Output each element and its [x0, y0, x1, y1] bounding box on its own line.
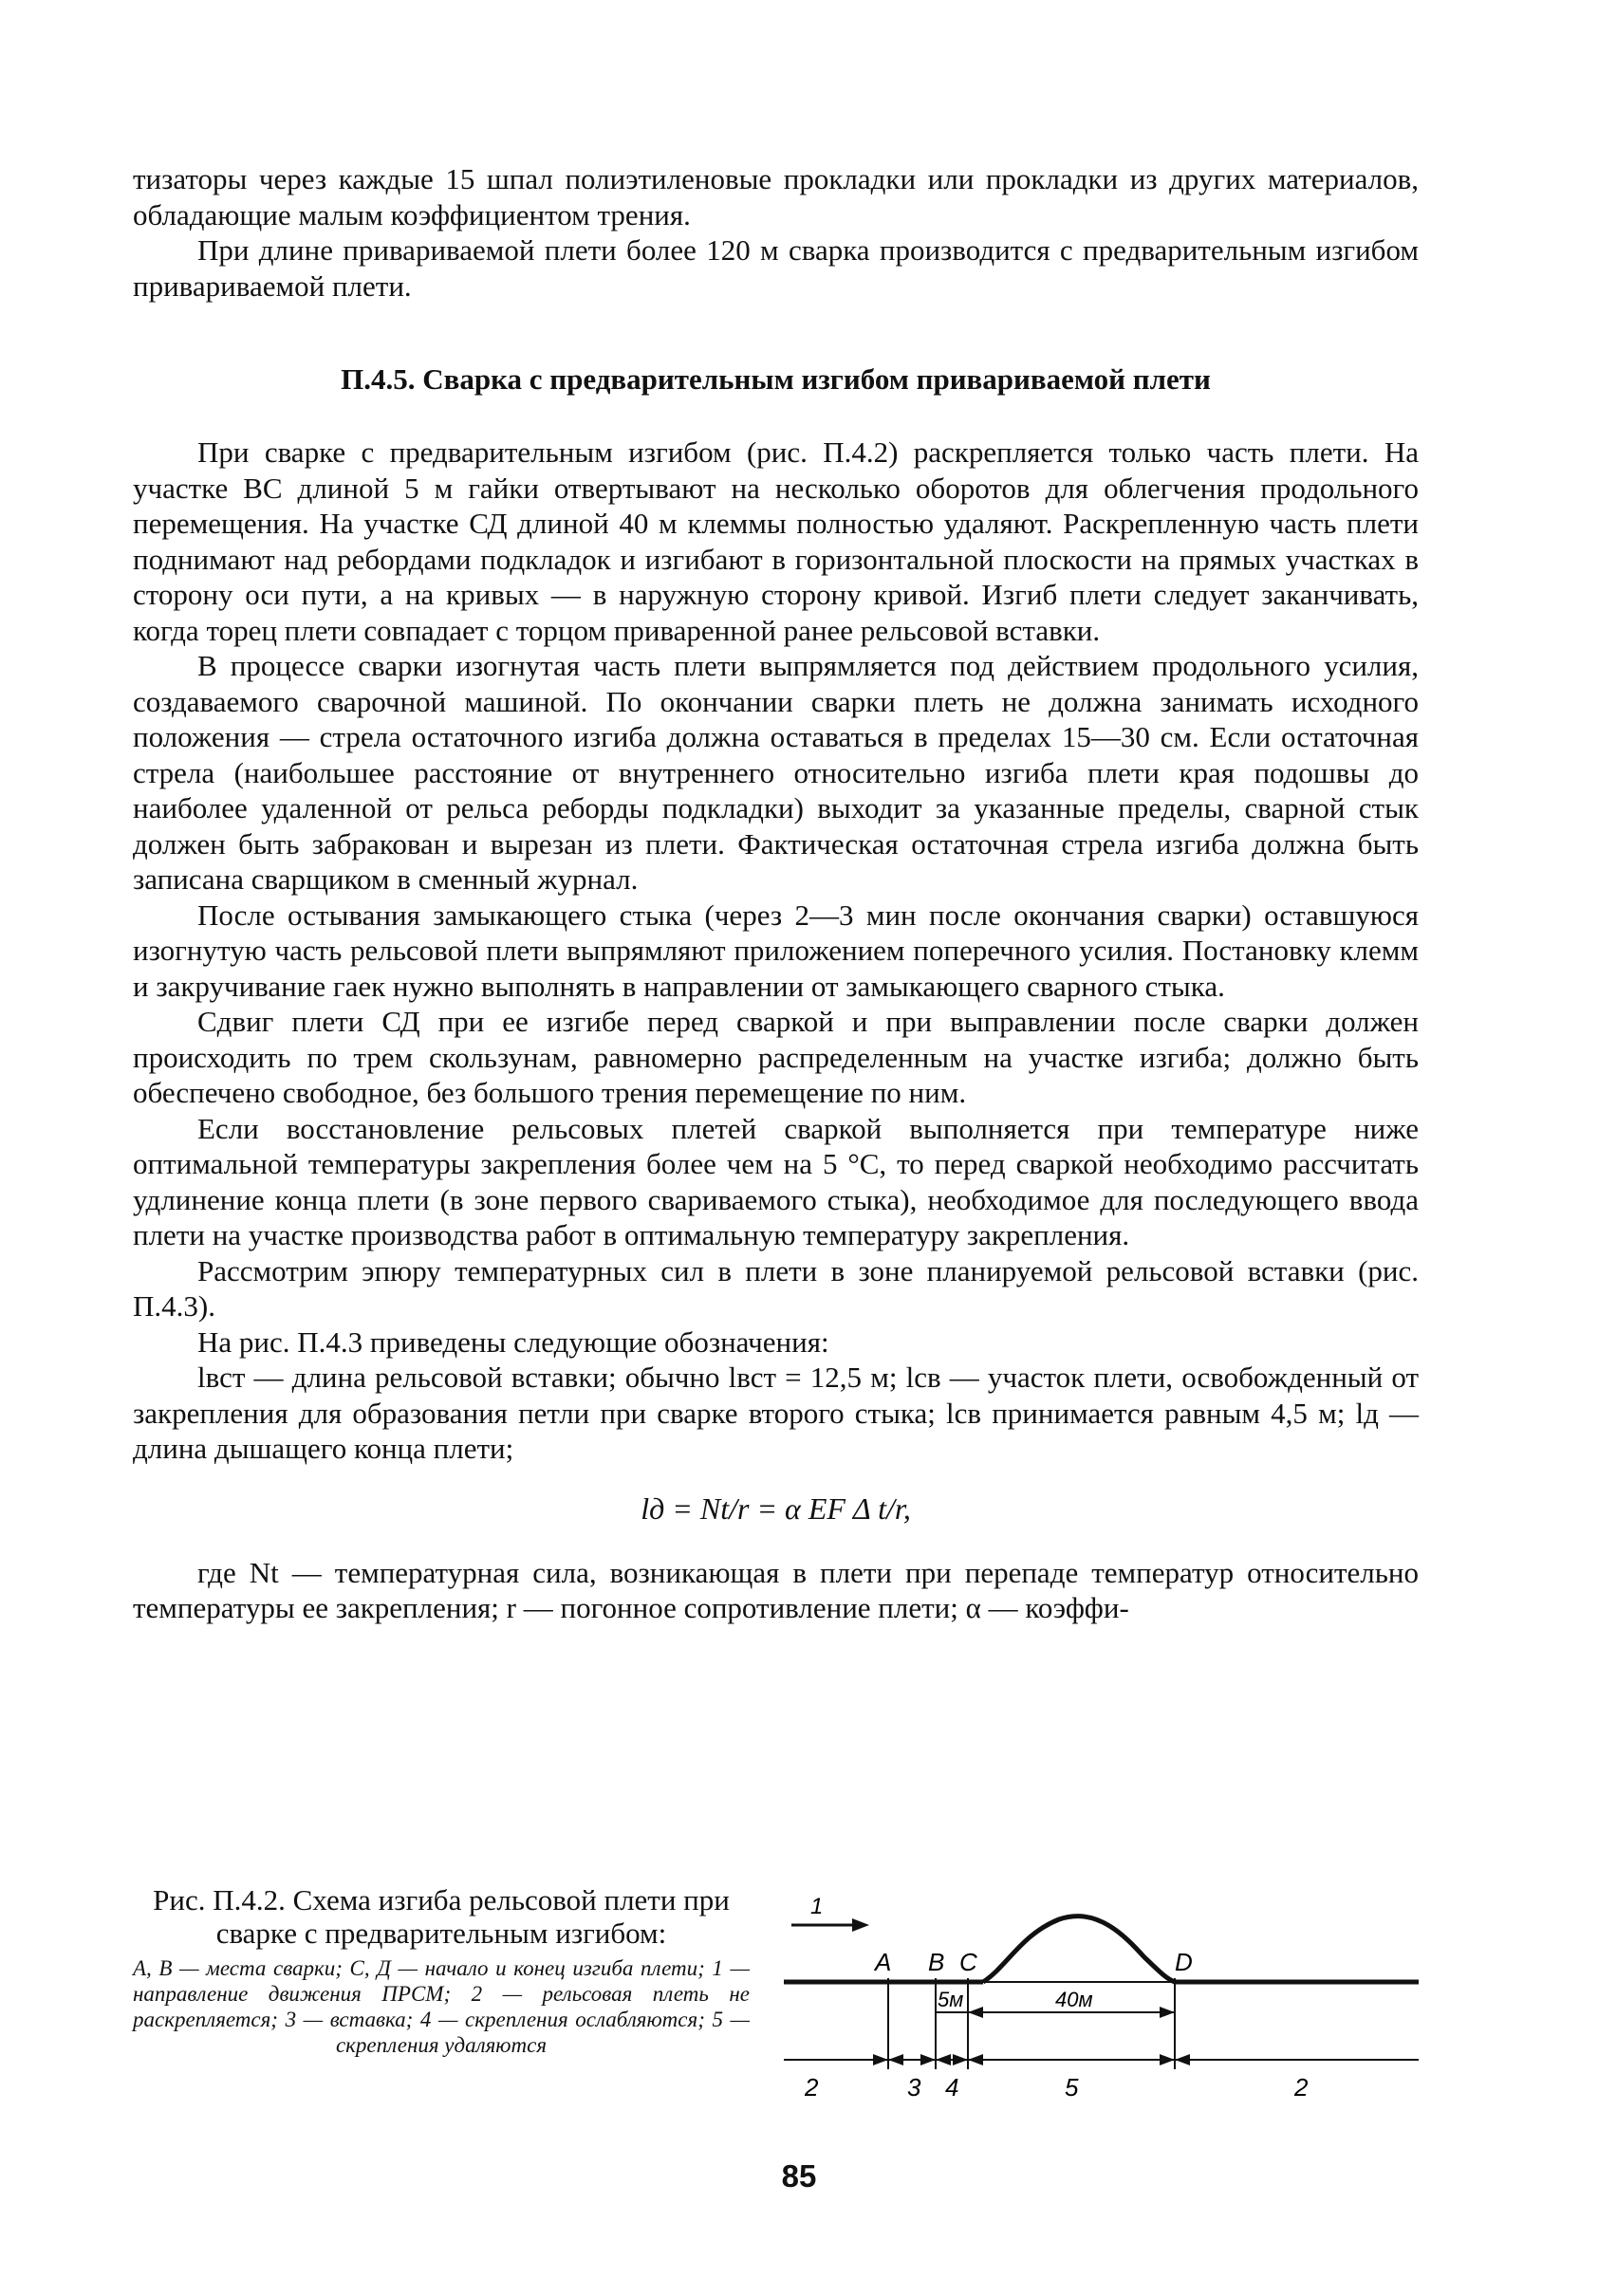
label-dim-5m: 5м: [938, 1988, 964, 2011]
paragraph-notation: lвст — длина рельсовой вставки; обычно lвст = 12,5 м; lсв — участок плети, освобожденный от закрепления для образования петли при сварке второго стыка; lсв принимается равным 4,5 м; lд — длина дышащего конца плети;: [133, 1361, 1419, 1465]
figure-caption: [133, 1883, 750, 2058]
figure-caption-legend: А, В — места сварки; С, Д — начало и конец изгиба плети; 1 — направление движения ПРСМ; 2 — рельсовая плеть не раскрепляется; 3 — вставка; 4 — скрепления ослабляются; 5 — скрепления удаляются: [133, 1956, 750, 2057]
label-zone-3: 3: [907, 2073, 921, 2102]
paragraph: На рис. П.4.3 приведены следующие обозначения:: [197, 1324, 829, 1359]
paragraph: В процессе сварки изогнутая часть плети выпрямляется под действием продольного усилия, создаваемого сварочной машиной. По окончании сварки плеть не должна занимать исходного положения — стрела остаточного изгиба должна оставаться в пределах 15—30 см. Если остаточная стрела (наибольшее расстояние от внутреннего относительно изгиба плети края подошвы до наиболее удаленной от рельса реборды подкладки) выходит за указанные пределы, сварной стык должен быть забракован и вырезан из плети. Фактическая остаточная стрела изгиба должна быть записана сварщиком в сменный журнал.: [133, 649, 1419, 896]
label-point-b: B: [928, 1948, 945, 1976]
direction-arrow-icon: [791, 1918, 869, 1932]
label-zone-2-left: 2: [805, 2073, 819, 2102]
label-zone-2-right: 2: [1294, 2073, 1309, 2102]
paragraph: Рассмотрим эпюру температурных сил в плети в зоне планируемой рельсовой вставки (рис. П.4.3).: [133, 1253, 1419, 1323]
section-heading: П.4.5. Сварка с предварительным изгибом привариваемой плети: [341, 362, 1211, 396]
formula: lд = Nt/r = α EF Δ t/r,: [641, 1491, 911, 1526]
paragraph-continuation: тизаторы через каждые 15 шпал полиэтиленовые прокладки или прокладки из других материалов, обладающие малым коэффициентом трения.: [133, 162, 1419, 231]
dim-arrow-left: [968, 2007, 983, 2018]
page-number: 85: [781, 2158, 817, 2194]
paragraph: При сварке с предварительным изгибом (рис. П.4.2) раскрепляется только часть плети. На участке ВС длиной 5 м гайки отвертывают на несколько оборотов для облегчения продольного перемещения. На участке СД длиной 40 м клеммы полностью удаляют. Раскрепленную часть плети поднимают над ребордами подкладок и изгибают в горизонтальной плоскости на прямых участках в сторону оси пути, а на кривых — в наружную сторону кривой. Изгиб плети следует заканчивать, когда торец плети совпадает с торцом приваренной ранее рельсовой вставки.: [133, 435, 1419, 647]
paragraph: После остывания замыкающего стыка (через 2—3 мин после окончания сварки) оставшуюся изогнутую часть рельсовой плети выпрямляют приложением поперечного усилия. Постановку клемм и закручивание гаек нужно выполнять в направлении от замыкающего сварного стыка.: [133, 898, 1419, 1003]
rail-bent-curve: [983, 1916, 1175, 1982]
label-zone-4: 4: [945, 2073, 959, 2102]
paragraph-weld-length: При длине привариваемой плети более 120 м сварка производится с предварительным изгибом привариваемой плети.: [133, 233, 1419, 303]
label-arrow: 1: [810, 1894, 824, 1919]
paragraph: Если восстановление рельсовых плетей сваркой выполняется при температуре ниже оптимальной температуры закрепления более чем на 5 °С, то перед сваркой необходимо рассчитать удлинение конца плети (в зоне первого свариваемого стыка), необходимое для последующего ввода плети на участке производства работ в оптимальную температуру закрепления.: [133, 1111, 1419, 1251]
label-point-a: A: [875, 1948, 892, 1976]
figure: [133, 1883, 1419, 2102]
dim-arrow-right: [1160, 2007, 1175, 2018]
paragraph: Сдвиг плети СД при ее изгибе перед сваркой и при выправлении после сварки должен происходить по трем скользунам, равномерно распределенным на участке изгиба; должно быть обеспечено свободное, без большого трения перемещение по ним.: [133, 1005, 1419, 1109]
figure-caption-title: Рис. П.4.2. Схема изгиба рельсовой плети при сварке с предварительным изгибом:: [153, 1883, 730, 1950]
paragraph-after-formula: где Nt — температурная сила, возникающая в плети при перепаде температур относительно температуры ее закрепления; r — погонное сопротивление плети; α — коэффи-: [133, 1555, 1419, 1624]
page-text: [133, 161, 1419, 1626]
label-dim-40m: 40м: [1055, 1988, 1093, 2011]
label-zone-5: 5: [1065, 2073, 1079, 2102]
label-point-d: D: [1175, 1948, 1193, 1976]
label-point-c: C: [959, 1948, 977, 1976]
rail-bending-diagram: [784, 1879, 1419, 2117]
